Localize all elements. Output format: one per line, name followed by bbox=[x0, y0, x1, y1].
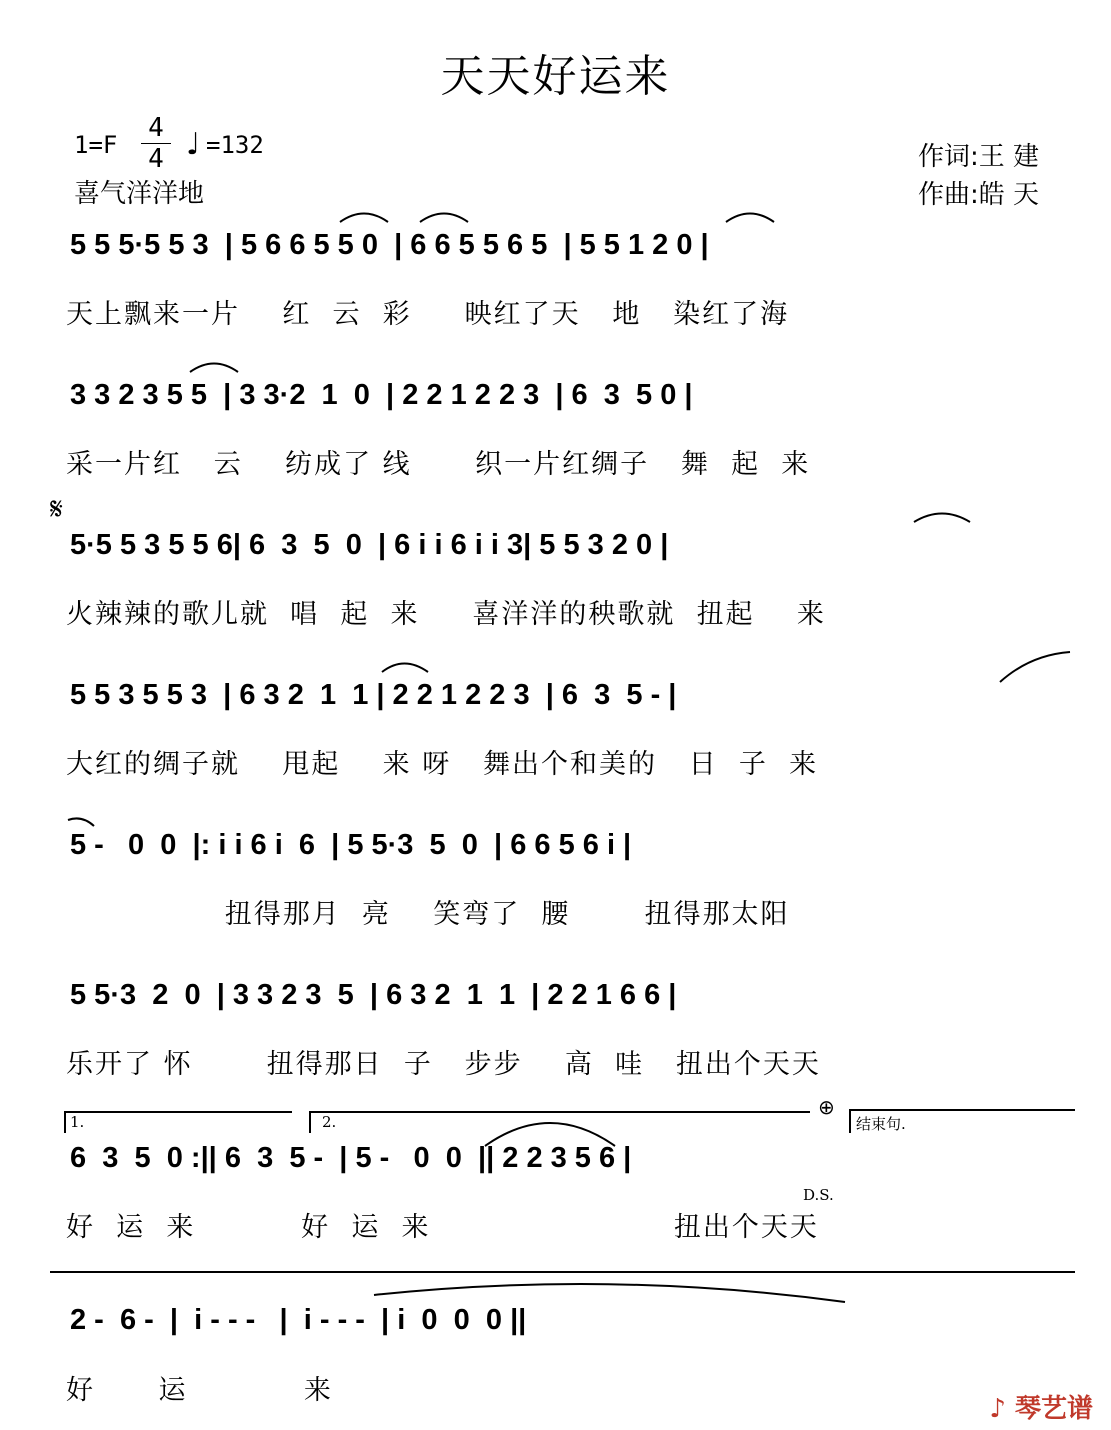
tempo-marking: =132 bbox=[206, 131, 264, 159]
ending-label: 结束句. bbox=[856, 1115, 906, 1133]
lyrics-row-3: 火辣辣的歌儿就 唱 起 来 喜洋洋的秧歌就 扭起 来 bbox=[66, 599, 826, 630]
notation-row-4: 5 5 3 5 5 3 | 6 3 2 1 1 | 2 2 1 2 2 3 | 6 3 5 - | bbox=[70, 679, 677, 711]
lyrics-row-8: 好 运 来 bbox=[66, 1375, 333, 1406]
watermark-text: 琴艺谱 bbox=[1014, 1394, 1093, 1424]
volta-first-label: 1. bbox=[70, 1113, 85, 1131]
composer-credit: 作曲:皓 天 bbox=[918, 180, 1040, 210]
lyrics-row-5: 扭得那月 亮 笑弯了 腰 扭得那太阳 bbox=[66, 899, 790, 930]
lyrics-row-6: 乐开了 怀 扭得那日 子 步步 高 哇 扭出个天天 bbox=[66, 1049, 821, 1080]
lyricist-credit: 作词:王 建 bbox=[918, 142, 1040, 172]
song-title: 天天好运来 bbox=[440, 51, 671, 102]
notation-row-6: 5 5·3 2 0 | 3 3 2 3 5 | 6 3 2 1 1 | 2 2 1 6 6 | bbox=[70, 979, 677, 1011]
lyrics-row-1: 天上飘来一片 红 云 彩 映红了天 地 染红了海 bbox=[66, 299, 790, 330]
notation-row-8: 2 - 6 - | i - - - | i - - - | i 0 0 0 || bbox=[70, 1304, 527, 1336]
expression-marking: 喜气洋洋地 bbox=[74, 179, 205, 209]
notation-row-2: 3 3 2 3 5 5 | 3 3·2 1 0 | 2 2 1 2 2 3 | 6 3 5 0 | bbox=[70, 379, 693, 411]
notation-row-1: 5 5 5·5 5 3 | 5 6 6 5 5 0 | 6 6 5 5 6 5 | 5 5 1 2 0 | bbox=[70, 229, 709, 261]
segno-sign: 𝄋 bbox=[50, 492, 63, 527]
lyrics-row-2: 采一片红 云 纺成了 线 织一片红绸子 舞 起 来 bbox=[66, 449, 811, 480]
volta-second-label: 2. bbox=[322, 1113, 337, 1131]
lyrics-row-4: 大红的绸子就 甩起 来 呀 舞出个和美的 日 子 来 bbox=[66, 749, 819, 780]
time-signature-bottom: 4 bbox=[141, 143, 171, 174]
key-signature: 1=F bbox=[74, 131, 118, 159]
notation-row-7: 6 3 5 0 :|| 6 3 5 - | 5 - 0 0 || 2 2 3 5 6 | bbox=[70, 1142, 632, 1174]
coda-sign: ⊕ bbox=[818, 1095, 835, 1119]
notation-row-3: 5·5 5 3 5 5 6| 6 3 5 0 | 6 i i 6 i i 3| 5 5 3 2 0 | bbox=[70, 529, 669, 561]
logo-icon: ♪ bbox=[989, 1394, 1006, 1424]
quarter-note-icon: ♩ bbox=[186, 127, 201, 162]
notation-row-5: 5 - 0 0 |: i i 6 i 6 | 5 5·3 5 0 | 6 6 5 6 i | bbox=[70, 829, 632, 861]
lyrics-row-7: 好 运 来 好 运 来 扭出个天天 bbox=[66, 1212, 819, 1243]
time-signature-top: 4 bbox=[148, 113, 164, 143]
ds-marking: D.S. bbox=[803, 1186, 834, 1204]
